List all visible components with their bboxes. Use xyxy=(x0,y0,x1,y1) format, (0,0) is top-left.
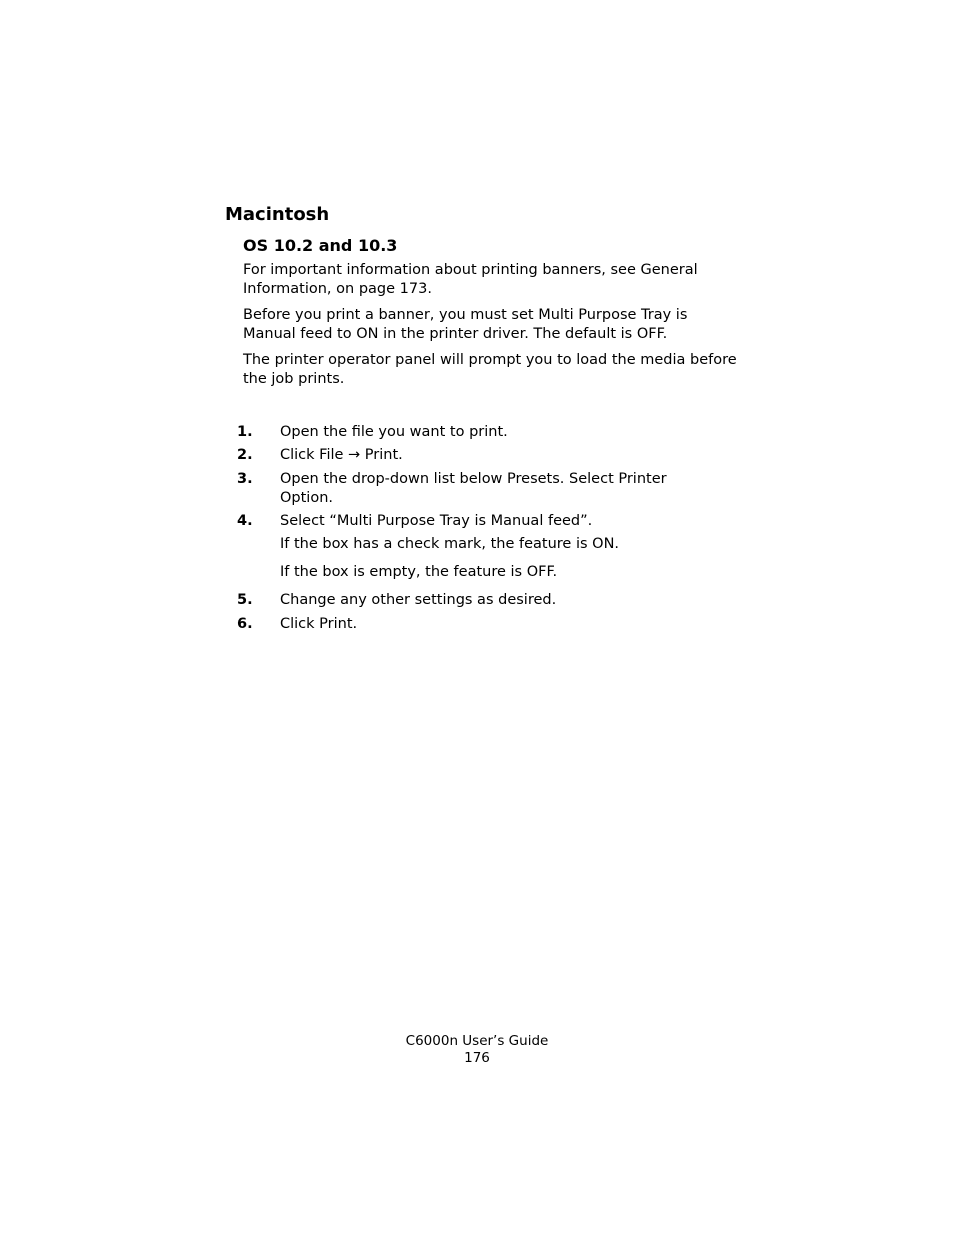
step-text: Change any other settings as desired. xyxy=(280,592,557,608)
section-title: Macintosh xyxy=(225,204,330,225)
step-text: Open the drop-down list below Presets. Select Printer Option. xyxy=(280,471,667,506)
step-text: Click Print. xyxy=(280,616,358,632)
step-4-note-on: If the box has a check mark, the feature is ON. xyxy=(280,536,620,552)
setting-paragraph: Before you print a banner, you must set Multi Purpose Tray is Manual feed to ON in the printer driver. The default is OFF. xyxy=(243,307,688,342)
step-number: 5. xyxy=(237,592,253,608)
step-text: Select “Multi Purpose Tray is Manual feed”. xyxy=(280,513,593,529)
step-number: 1. xyxy=(237,424,253,440)
prompt-paragraph: The printer operator panel will prompt you to load the media before the job prints. xyxy=(243,352,737,387)
step-text: Click File → Print. xyxy=(280,447,403,463)
step-number: 6. xyxy=(237,616,253,632)
step-number: 3. xyxy=(237,471,253,487)
footer-page-number: 176 xyxy=(464,1050,490,1066)
step-4-note-off: If the box is empty, the feature is OFF. xyxy=(280,564,558,580)
step-number: 4. xyxy=(237,513,253,529)
step-number: 2. xyxy=(237,447,253,463)
section-subtitle: OS 10.2 and 10.3 xyxy=(243,236,398,255)
intro-paragraph: For important information about printing banners, see General Information, on page 173. xyxy=(243,262,698,297)
step-text: Open the file you want to print. xyxy=(280,424,508,440)
footer-guide-title: C6000n User’s Guide xyxy=(405,1033,549,1049)
